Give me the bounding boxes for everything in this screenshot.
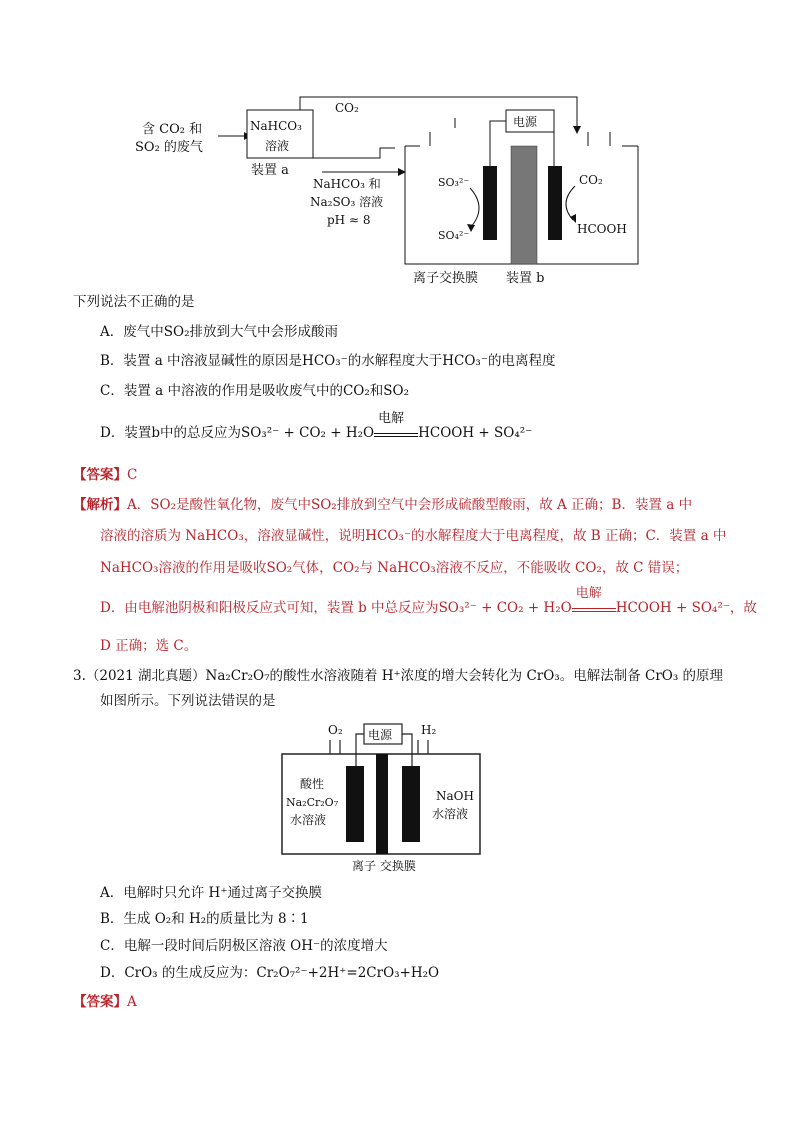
- answer-label: 【答案】: [73, 467, 127, 483]
- option-d: [100, 411, 533, 442]
- option-d-eq-arrow: [374, 411, 418, 437]
- analysis-line-4-suffix: ，故: [729, 600, 757, 616]
- cathode: [548, 166, 562, 240]
- analysis-eq-condition: 电解: [575, 586, 602, 601]
- analysis-line-5: D 正确；选 C。: [100, 638, 198, 654]
- analysis-text-1: A．SO₂是酸性氧化物，废气中SO₂排放到空气中会形成硫酸型酸雨，故 A 正确；B．装置 a 中: [127, 497, 693, 513]
- analysis-label: 【解析】: [73, 497, 127, 513]
- answer-row: [73, 466, 137, 484]
- q3-option-c: C．电解一段时间后阴极区溶液 OH⁻的浓度增大: [100, 938, 388, 954]
- gas-input-label-1: 含 CO₂ 和: [142, 122, 203, 137]
- device-a-label: 装置 a: [251, 163, 289, 178]
- analysis-eq-arrow: [572, 586, 616, 612]
- question3-stem-1: 3.（2021 湖北真题）Na₂Cr₂O₇的酸性水溶液随着 H⁺浓度的增大会转化为 CrO₃。电解法制备 CrO₃ 的原理: [73, 668, 724, 684]
- co2-label: CO₂: [335, 101, 359, 115]
- hcooh-label: HCOOH: [577, 222, 627, 236]
- option-d-eq-left: SO₃²⁻ + CO₂ + H₂O: [240, 425, 375, 441]
- box-a-label-1: NaHCO₃: [250, 119, 302, 133]
- so3-label: SO₃²⁻: [438, 176, 470, 189]
- option-c: C．装置 a 中溶液的作用是吸收废气中的CO₂和SO₂: [100, 383, 409, 399]
- solution-label-1: NaHCO₃ 和: [313, 177, 381, 191]
- analysis-line-4: [100, 586, 757, 617]
- right-solution-2: 水溶液: [432, 807, 469, 821]
- q3-option-d: D．CrO₃ 的生成反应为：Cr₂O₇²⁻+2H⁺=2CrO₃+H₂O: [100, 965, 440, 981]
- option-d-eq-right: HCOOH + SO₄²⁻: [418, 425, 533, 441]
- analysis-eq-left: SO₃²⁻ + CO₂ + H₂O: [438, 600, 572, 616]
- co2-right-label: CO₂: [579, 173, 603, 187]
- left-solution-2: Na₂Cr₂O₇: [286, 796, 339, 809]
- box-a-label-2: 溶液: [265, 139, 290, 153]
- analysis-line-1: [73, 496, 692, 514]
- so4-label: SO₄²⁻: [438, 229, 470, 242]
- solution-label-2: Na₂SO₃ 溶液: [310, 195, 384, 209]
- ion-exchange-membrane: [511, 146, 537, 264]
- cathode-2: [402, 766, 420, 842]
- analysis-eq-right: HCOOH + SO₄²⁻: [615, 600, 730, 616]
- option-d-eq-condition: 电解: [378, 411, 405, 426]
- power-label-2: 电源: [368, 728, 393, 742]
- question-stem: 下列说法不正确的是: [73, 294, 195, 310]
- wire-left: [490, 121, 506, 166]
- q3-answer-row: [73, 993, 137, 1011]
- q3-answer-value: A: [127, 994, 137, 1010]
- q3-option-a: A．电解时只允许 H⁺通过离子交换膜: [100, 885, 322, 901]
- q3-answer-label: 【答案】: [73, 994, 127, 1010]
- device-b-label: 装置 b: [506, 271, 545, 286]
- anode-2: [346, 766, 364, 842]
- solution-pipe-top: [313, 148, 395, 158]
- electrolysis-diagram-2: [278, 718, 488, 878]
- question3-stem-2: 如图所示。下列说法错误的是: [100, 693, 276, 709]
- left-solution-1: 酸性: [300, 777, 325, 791]
- q3-option-b: B．生成 O₂和 H₂的质量比为 8∶1: [100, 911, 309, 927]
- co2-arrowhead: [573, 126, 581, 134]
- power-label: 电源: [513, 115, 538, 129]
- membrane-label: 离子交换膜: [413, 271, 479, 286]
- electrolysis-diagram-1: [130, 88, 650, 288]
- h2-label: H₂: [421, 723, 437, 737]
- right-solution-1: NaOH: [436, 789, 474, 803]
- ion-exchange-membrane-2: [376, 754, 388, 854]
- gas-input-label-2: SO₂ 的废气: [135, 140, 203, 155]
- ion-arrow-left: [470, 188, 479, 228]
- analysis-line-3: NaHCO₃溶液的作用是吸收SO₂气体，CO₂与 NaHCO₃溶液不反应，不能吸收 CO₂，故 C 错误；: [100, 560, 689, 576]
- o2-label: O₂: [328, 723, 343, 737]
- anode: [483, 166, 497, 240]
- membrane-label-2: 离子 交换膜: [352, 859, 416, 873]
- analysis-line-4-prefix: D．由电解池阴极和阳极反应式可知，装置 b 中总反应为: [100, 600, 439, 616]
- answer-value: C: [127, 467, 138, 483]
- analysis-line-2: 溶液的溶质为 NaHCO₃，溶液显碱性，说明HCO₃⁻的水解程度大于电离程度，故 B 正确；C．装置 a 中: [100, 528, 727, 544]
- option-a: A．废气中SO₂排放到大气中会形成酸雨: [100, 324, 338, 340]
- left-solution-3: 水溶液: [290, 813, 327, 827]
- ion-arrow-right: [566, 186, 575, 220]
- solution-label-3: pH ≈ 8: [327, 213, 371, 227]
- option-d-prefix: D．装置b中的总反应为: [100, 425, 241, 441]
- option-b: B．装置 a 中溶液显碱性的原因是HCO₃⁻的水解程度大于HCO₃⁻的电离程度: [100, 353, 556, 369]
